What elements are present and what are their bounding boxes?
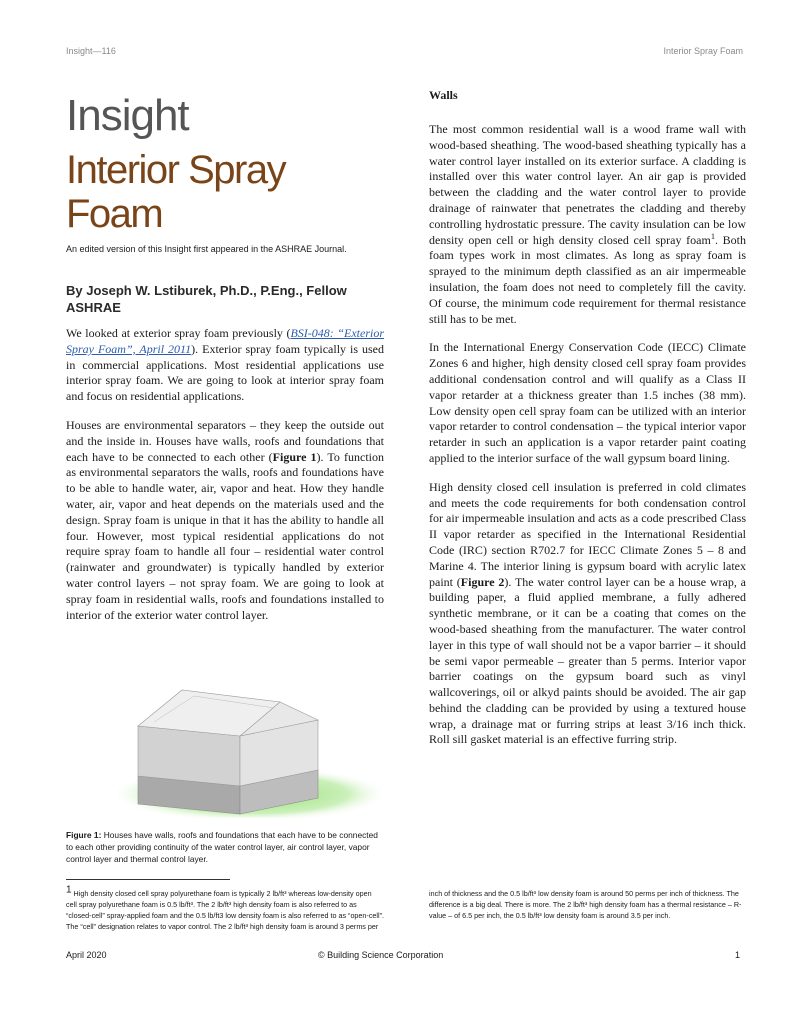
bsi-048-link[interactable]: BSI-048: “Exterior Spray Foam”, April 2011 bbox=[66, 326, 384, 356]
figure-2-reference: Figure 2 bbox=[460, 574, 505, 589]
series-title: Insight bbox=[66, 91, 189, 140]
footnote-left: $^1$ High density closed cell spray polyurethane foam is typically 2 lb/ft³ whereas low-density open cell spray polyurethane foam is 0.5 lb/ft³. The 2 lb/ft³ high density foam is also referred to as “closed-cell” spray-applied foam and the 0.5 lb/ft3 low density foam is also referred to as “open-cell”. The “cell” designation relates to vapor control. The 2 lb/ft³ high density foam is around 3 perms per bbox=[66, 884, 384, 931]
page-number: 1 bbox=[735, 950, 741, 960]
footer-date: April 2020 bbox=[66, 950, 107, 960]
section-heading-walls: Walls bbox=[429, 88, 458, 102]
walls-paragraph-2: In the International Energy Conservation Code (IECC) Climate Zones 6 and higher, high density closed cell spray foam provides additional condensation control and will qualify as a Class II vapor retarder at a thickness greater than 1.5 inches (38 mm). Low density open cell spray foam can be utilized with an interior vapor retarder to control condensation – the typical interior vapor retarder in such an application is a vapor retarder paint coating applied to the interior surface of the wall gypsum board lining. bbox=[429, 340, 746, 465]
left-column bbox=[66, 326, 384, 636]
house-illustration bbox=[110, 688, 380, 818]
page-title: Interior Spray Foam bbox=[66, 148, 286, 236]
author-byline: By Joseph W. Lstiburek, Ph.D., P.Eng., Fellow ASHRAE bbox=[66, 283, 347, 315]
walls-paragraph-1: The most common residential wall is a wood frame wall with wood-based sheathing. The wood-based sheathing typically has a water control layer installed on its exterior surface. A cladding is installed over this water control layer. An air gap is provided between the cladding and the water control layer to provide drainage of rainwater that penetrates the cladding and thereby controlling hydrostatic pressure. The cavity insulation can be low density open cell or high density closed cell spray foam$^1$. Both foam types work in most climates. As long as spray foam is sprayed to the minimum depth classified as an air impermeable insulation, the foam does not need to completely fill the cavity. Of course, the minimum code requirement for thermal resistance still has to be met. bbox=[429, 122, 746, 326]
footer-copyright: © Building Science Corporation bbox=[318, 950, 444, 960]
figure-1-reference: Figure 1 bbox=[272, 449, 317, 464]
running-header-right: Interior Spray Foam bbox=[663, 46, 743, 56]
figure-1-caption: Figure 1: Houses have walls, roofs and foundations that each have to be connected to each other providing continuity of the water control layer, air control layer, vapor control layer and thermal control layer. bbox=[66, 830, 378, 864]
right-column bbox=[429, 88, 746, 761]
wall-side bbox=[138, 726, 240, 786]
footnote-right: inch of thickness and the 0.5 lb/ft³ low density foam is around 50 perms per inch of thickness. The difference is a big deal. There is more. The 2 lb/ft³ high density foam has a thermal resistance – R-value – of 6.5 per inch, the 0.5 lb/ft³ low density foam is around 3.5 per inch. bbox=[429, 889, 742, 920]
edited-version-note: An edited version of this Insight first appeared in the ASHRAE Journal. bbox=[66, 244, 347, 254]
separators-paragraph: Houses are environmental separators – they keep the outside out and the inside in. Houses have walls, roofs and foundations that each have to be connected to each other (Figure 1). To function as environmental separators the walls, roofs and foundations have to be able to handle water, air, vapor and heat. How they handle water, air, vapor and heat depends on the materials used and the design. Spray foam is unique in that it has the ability to handle all four. However, most typical residential applications do not require spray foam to handle all four – residential water control (rainwater and groundwater) is typically handled by exterior water control layers – not spray foam. We are going to look at spray foam in residential walls, roofs and foundations installed to interior of the exterior water control layer. bbox=[66, 417, 384, 622]
running-header-left: Insight—116 bbox=[66, 46, 116, 56]
footnote-rule bbox=[66, 879, 230, 880]
intro-paragraph: We looked at exterior spray foam previously (BSI-048: “Exterior Spray Foam”, April 2011). Exterior spray foam typically is used in commercial applications. Most residential applications use interior spray foam. We are going to look at interior spray foam and focus on residential applications. bbox=[66, 326, 384, 404]
walls-paragraph-3: High density closed cell insulation is preferred in cold climates and meets the code requirements for both condensation control for air impermeable insulation and acts as a code prescribed Class II vapor retarder as specified in the International Residential Code (IRC) section R702.7 for IECC Climate Zones 5 – 8 and Marine 4. The interior lining is gypsum board with acrylic latex paint (Figure 2). The water control layer can be a house wrap, a building paper, a fluid applied membrane, a fully adhered synthetic membrane, or it can be a coating that comes on the wood-based sheathing from the manufacturer. The water control layer in this type of wall should not be a vapor barrier – it should be semi vapor permeable – greater than 5 perms. Interior vapor barrier coatings on the gypsum board such as vinyl wallcoverings, oil or alkyd paints should be avoided. The air gap behind the cladding can be provided by using a textured house wrap, a drainage mat or furring strips at least 3/16 inch thick. Roll sill gasket material is an effective furring strip. bbox=[429, 479, 747, 747]
footnote-marker: 1 bbox=[710, 231, 715, 241]
